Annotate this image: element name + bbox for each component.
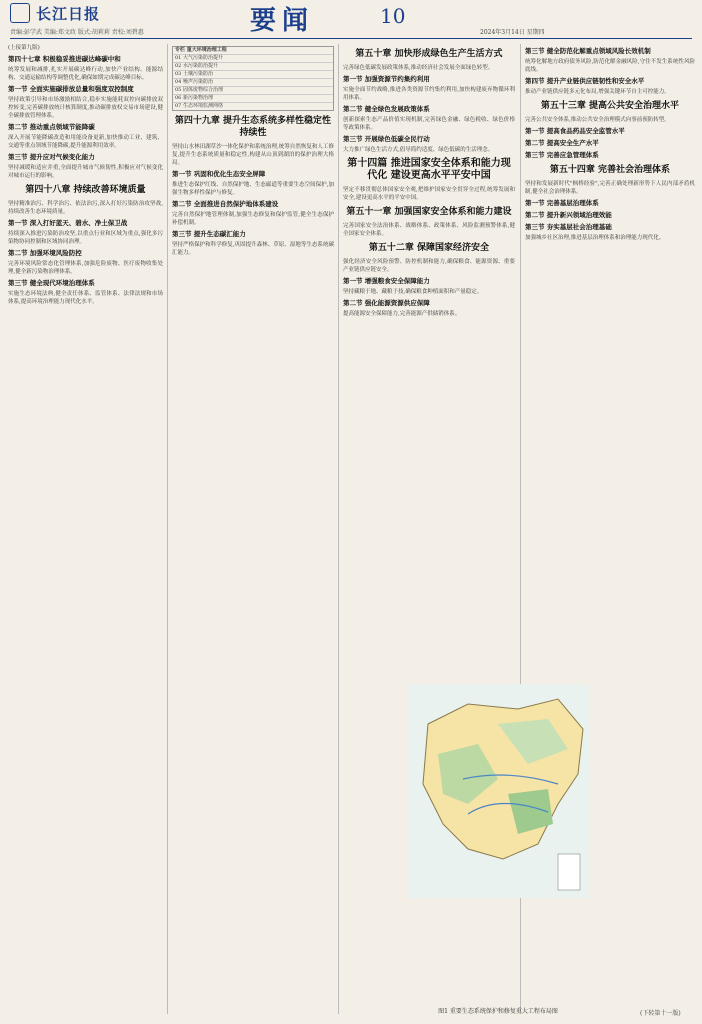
column-divider [167,44,168,1014]
table-row: 07 生态环境监测网络 [175,103,223,109]
section-heading: 第三节 开展绿色低碳全民行动 [343,135,430,143]
paragraph: 加强城乡社区治理,推进基层治理体系和治理能力现代化。 [525,235,665,241]
section-heading: 第三节 夯实基层社会治理基础 [525,223,612,231]
paragraph: 大力推广绿色生活方式,倡导简约适度、绿色低碳的生活理念。 [343,147,494,153]
chapter-heading: 第四十八章 持续改善环境质量 [25,185,146,195]
chapter-heading: 第五十三章 提高公共安全治理水平 [540,101,680,111]
paragraph: 坚持政策引导和市场激励相结合,稳步实施能耗双控向碳排放双控转变,完善碳排放统计核算制度,推动碳排放权交易市场建设,健全碳排放管理体系。 [8,97,163,119]
header-rule [10,38,692,39]
chapter-heading: 第四十九章 提升生态系统多样性稳定性持续性 [174,116,332,138]
paragraph: 推进生态保护红线、自然保护地、生态廊道等重要生态空间保护,加强生物多样性保护与修复。 [172,182,334,196]
map-caption: 图1 重要生态系统保护和修复重大工程布局图 [438,1008,558,1015]
paragraph: 坚持减缓和适应并重,全面提升城市气候韧性,积极应对气候变化对城市运行的影响。 [8,165,163,179]
section-heading: 第三节 健全现代环境治理体系 [8,279,95,287]
section-heading: 第一节 提高食品药品安全监管水平 [525,127,625,135]
paragraph: 完善公共安全体系,推动公共安全治理模式向事前预防转型。 [525,117,670,123]
section-heading: 第三节 提升生态碳汇能力 [172,230,246,238]
paragraph: 完善绿色低碳发展政策体系,推动经济社会发展全面绿色转型。 [343,65,494,71]
chapter-heading: 第五十一章 加强国家安全体系和能力建设 [346,207,512,217]
paragraph: 坚持山水林田湖草沙一体化保护和系统治理,统筹自然恢复和人工修复,提升生态系统质量和稳定性,构建从山顶到湖泊的保护治理大格局。 [172,144,334,166]
editors-line: 责编:彭学武 美编:郑文政 版式:胡莉莉 责校:刘碧惠 [10,29,144,36]
section-heading: 第四节 提升产业链供应链韧性和安全水平 [525,77,645,85]
section-heading: 第二节 提升新兴领域治理效能 [525,211,612,219]
paragraph: 推动产业链供应链多元化布局,增强关键环节自主可控能力。 [525,89,670,95]
page-number: 10 [380,4,406,28]
paragraph: 提高能源安全保障能力,完善能源产供储销体系。 [343,311,461,317]
paragraph: 实施生态环境法典,健全责任体系、监管体系、法律法规和市场体系,提高环境治理能力现代化水平。 [8,291,163,305]
continued-note: (下转第十一版) [640,1010,681,1017]
article-column-1 [8,44,163,306]
paragraph: 坚持精准治污、科学治污、依法治污,深入打好污染防治攻坚战,持续改善生态环境质量。 [8,201,163,215]
ecosystem-map [408,684,590,898]
chapter-heading: 第四十七章 积极稳妥推进碳达峰碳中和 [8,55,121,63]
paragraph: 统筹化解地方政府债务风险,防范化解金融风险,守住不发生系统性风险底线。 [525,59,695,73]
article-column-4 [525,44,695,242]
paragraph: 坚持和发展新时代"枫桥经验",完善正确处理新形势下人民内部矛盾机制,健全社会治理体系。 [525,181,695,195]
section-heading: 第一节 完善基层治理体系 [525,199,599,207]
section-heading: 第一节 加强资源节约集约利用 [343,75,430,83]
section-heading: 第二节 健全绿色发展政策体系 [343,105,430,113]
section-heading: 第二节 强化能源资源供应保障 [343,299,430,307]
paragraph: 创新探索生态产品价值实现机制,完善绿色金融、绿色税收、绿色价格等政策体系。 [343,117,515,131]
paragraph: 完善国家安全法治体系、战略体系、政策体系、风险监测预警体系,健全国家安全体系。 [343,223,515,237]
table-row: 05 固体废物综合治理 [173,87,333,95]
chapter-heading: 第五十四章 完善社会治理体系 [549,165,671,175]
column-divider [338,44,339,1014]
paragraph: 坚持严格保护和科学修复,巩固提升森林、草原、湿地等生态系统碳汇能力。 [172,242,334,256]
paragraph: 强化经济安全风险预警、防控机制和能力,确保粮食、能源资源、重要产业链供应链安全。 [343,259,515,273]
article-column-2 [172,44,334,257]
paragraph: 坚持藏粮于地、藏粮于技,确保粮食种植面积和产量稳定。 [343,289,483,295]
section-heading: 第三节 健全防范化解重点领域风险长效机制 [525,47,651,55]
table-row: 01 大气污染防治提升 [173,55,333,63]
section-heading: 第二节 提高安全生产水平 [525,139,599,147]
map-inset-box [558,854,580,890]
section-heading: 第一节 增强粮食安全保障能力 [343,277,430,285]
part-heading: 第十四篇 推进国家安全体系和能力现代化 建设更高水平平安中国 [347,158,511,181]
dateline: 2024年3月14日 星期四 [480,29,545,36]
section-heading: 第二节 推动重点领域节能降碳 [8,123,95,131]
section-title: 要闻 [250,6,315,36]
article-column-3 [343,44,515,318]
section-heading: 第一节 全面实施碳排放总量和强度双控制度 [8,85,134,93]
table-row: 04 噪声污染防治 [173,79,333,87]
section-heading: 第二节 加强环境风险防控 [8,249,82,257]
masthead [0,0,702,40]
paragraph: 持续深入推进污染防治攻坚,以重点行业和区域为重点,强化多污染物协同控制和区域协同治理。 [8,231,163,245]
paper-logo-icon [10,3,30,23]
table-row: 02 水污染防治提升 [173,63,333,71]
section-heading: 第二节 全面推进自然保护地体系建设 [172,200,279,208]
paragraph: 深入开展节能降碳改造和用能设备更新,加快推动工业、建筑、交通等重点领域节能降碳,提升能源利用效率。 [8,135,163,149]
table-row: 06 新污染物治理 [173,95,333,103]
section-heading: 第三节 提升应对气候变化能力 [8,153,95,161]
table-title: 专栏 重大环境治理工程 [173,47,333,55]
paper-logo [10,3,185,23]
continuation-note: (上接第九版) [8,45,40,51]
table-row: 03 土壤污染防治 [173,71,333,79]
section-heading: 第一节 深入打好蓝天、碧水、净土保卫战 [8,219,128,227]
section-heading: 第三节 完善应急管理体系 [525,151,599,159]
chapter-heading: 第五十章 加快形成绿色生产生活方式 [355,49,503,59]
paragraph: 完善环境风险常态化管理体系,加强危险废物、医疗废物收集处理,健全新污染物治理体系。 [8,261,163,275]
paragraph: 坚定不移贯彻总体国家安全观,把维护国家安全贯穿全过程,统筹发展和安全,建设更高水平的平安中国。 [343,187,515,201]
sidebar-table [172,46,334,111]
section-heading: 第一节 巩固和优化生态安全屏障 [172,170,266,178]
paragraph: 实施全面节约战略,推进各类资源节约集约利用,加快构建废弃物循环利用体系。 [343,87,515,101]
paragraph: 统筹发展和减排,扎实开展碳达峰行动,加快产业结构、能源结构、交通运输结构等调整优化,确保如期完成碳达峰目标。 [8,67,163,81]
chapter-heading: 第五十二章 保障国家经济安全 [368,243,490,253]
paragraph: 完善自然保护地管理体制,加强生态修复和保护监管,健全生态保护补偿机制。 [172,212,334,226]
paper-name: 长江日报 [36,5,101,23]
